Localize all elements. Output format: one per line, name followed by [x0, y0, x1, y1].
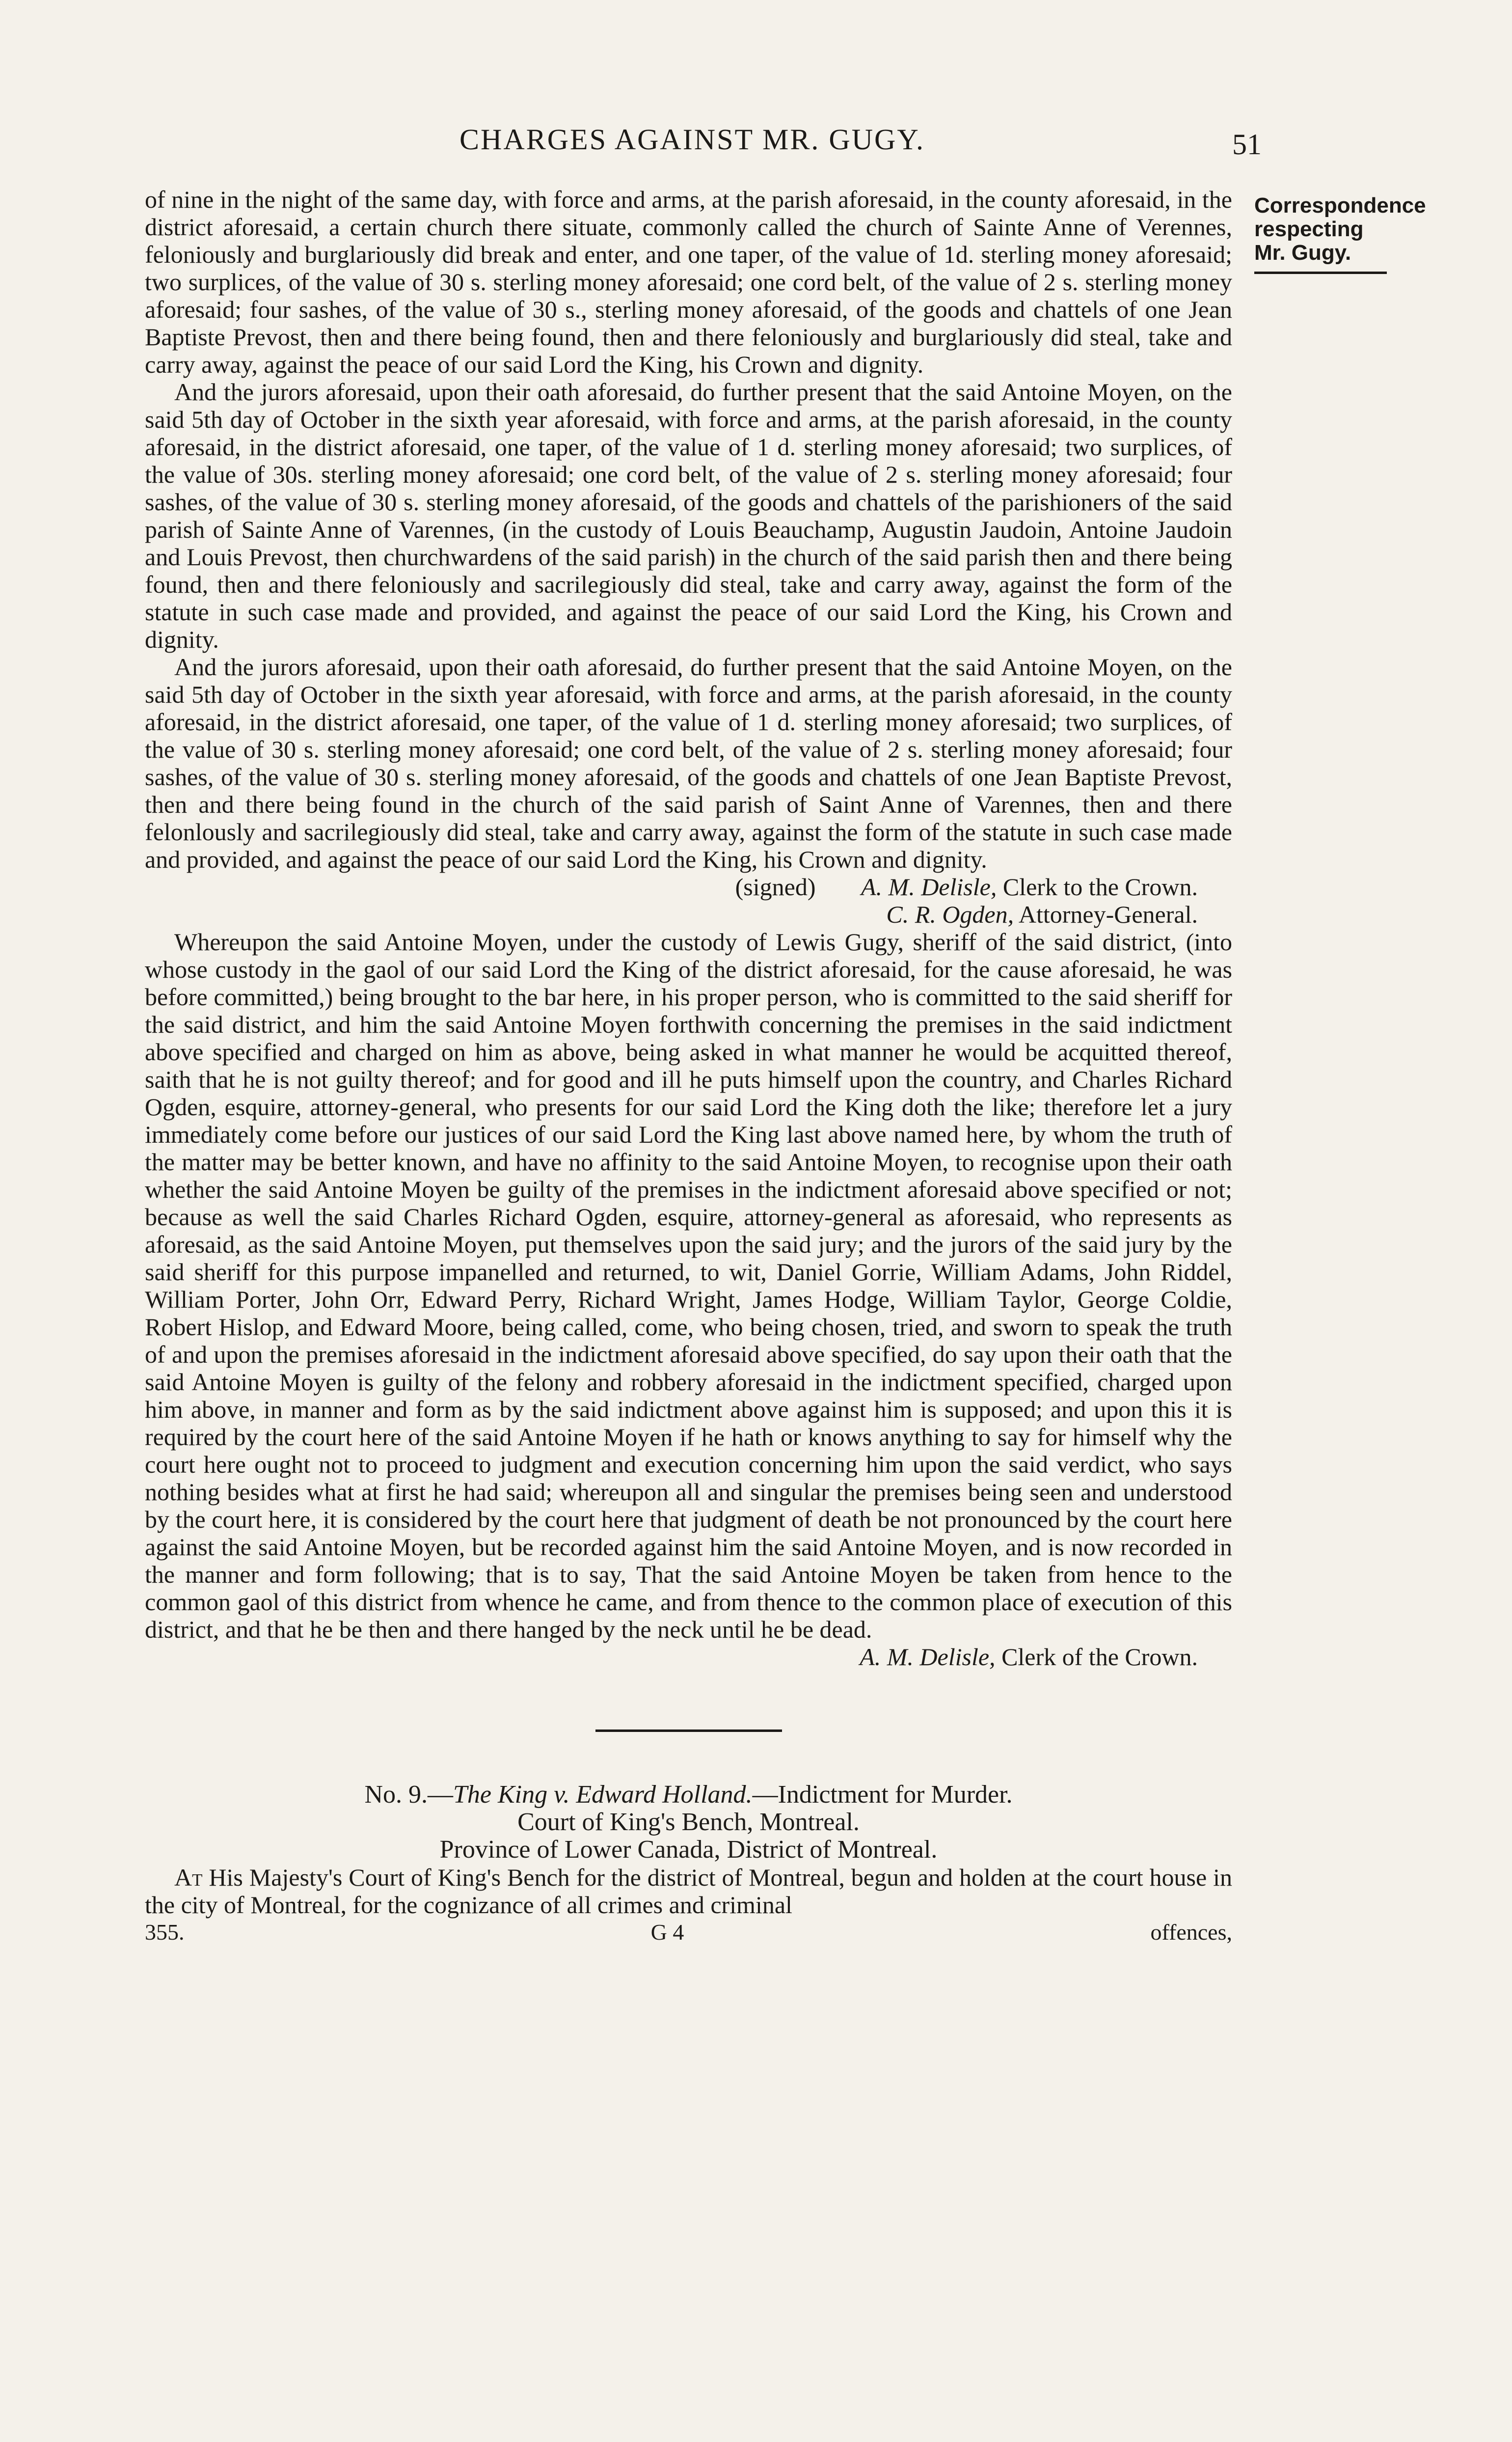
- section-divider: [595, 1729, 782, 1732]
- signature-name: A. M. Delisle,: [860, 1643, 996, 1671]
- margin-rule: [1254, 272, 1387, 274]
- paragraph: [145, 1864, 1232, 1919]
- paragraph: Whereupon the said Antoine Moyen, under the custody of Lewis Gugy, sheriff of the said district, (into whose custody in the gaol of our said Lord the King of the district aforesaid, for the cause aforesaid, he was before committed,) being brought to the bar here, in his proper person, who is committed to the said sheriff for the said district, and him the said Antoine Moyen forthwith concerning the premises in the said indictment above specified and charged on him as above, being asked in what manner he would be acquitted thereof, saith that he is not guilty thereof; and for good and ill he puts himself upon the country, and Charles Richard Ogden, esquire, attorney-general, who presents for our said Lord the King doth the like; therefore let a jury immediately come before our justices of our said Lord the King last above named here, by whom the truth of the matter may be better known, and have no affinity to the said Antoine Moyen, to recognise upon their oath whether the said Antoine Moyen be guilty of the premises in the indictment aforesaid above specified or not; because as well the said Charles Richard Ogden, esquire, attorney-general as aforesaid, who represents as aforesaid, as the said Antoine Moyen, put themselves upon the said jury; and the jurors of the said jury by the said sheriff for this purpose impanelled and returned, to wit, Daniel Gorrie, William Adams, John Riddel, William Porter, John Orr, Edward Perry, Richard Wright, James Hodge, William Taylor, George Coldie, Robert Hislop, and Edward Moore, being called, come, who being chosen, tried, and sworn to speak the truth of and upon the premises aforesaid in the indictment aforesaid above specified, do say upon their oath that the said Antoine Moyen is guilty of the felony and robbery aforesaid in the indictment specified, charged upon him above, in manner and form as by the said indictment above against him is supposed; and upon this it is required by the court here of the said Antoine Moyen if he hath or knows anything to say for himself why the court here ought not to proceed to judgment and execution concerning him upon the said verdict, who says nothing besides what at first he had said; whereupon all and singular the premises being seen and understood by the court here, it is considered by the court here that judgment of death be not pronounced by the court here against the said Antoine Moyen, but be recorded against him the said Antoine Moyen, and is now recorded in the manner and form following; that is to say, That the said Antoine Moyen be taken from hence to the common gaol of this district from whence he came, and from thence to the common place of execution of this district, and that he be then and there hanged by the neck until he be dead.: [145, 928, 1232, 1643]
- court-heading: Court of King's Bench, Montreal.: [517, 1808, 860, 1836]
- signature-mark: G 4: [650, 1920, 684, 1945]
- body-text: [145, 186, 1232, 1946]
- signed-label: (signed): [735, 873, 816, 901]
- opening-word: At: [174, 1864, 203, 1891]
- opening-text: His Majesty's Court of King's Bench for the district of Montreal, begun and holden at the court house in the city of Montreal, for the cognizance of all crimes and criminal: [145, 1864, 1233, 1919]
- case-suffix: —Indictment for Murder.: [752, 1781, 1013, 1809]
- signature-line: [145, 1643, 1198, 1671]
- signature-line: [145, 901, 1198, 928]
- signature-title: Clerk of the Crown.: [1001, 1643, 1198, 1671]
- signature-name: A. M. Delisle,: [861, 873, 997, 901]
- page-header: [152, 123, 1262, 167]
- signature-title: Clerk to the Crown.: [1002, 873, 1198, 901]
- page-number: 51: [1232, 128, 1262, 161]
- signature-title: Attorney-General.: [1018, 901, 1198, 928]
- signature-line: [145, 873, 1198, 901]
- signature-name: C. R. Ogden,: [886, 901, 1014, 928]
- paragraph: And the jurors aforesaid, upon their oath aforesaid, do further present that the said Antoine Moyen, on the said 5th day of October in the sixth year aforesaid, with force and arms, at the parish aforesaid, in the county aforesaid, in the district aforesaid, one taper, of the value of 1 d. sterling money aforesaid; two surplices, of the value of 30s. sterling money aforesaid; one cord belt, of the value of 2 s. sterling money aforesaid; four sashes, of the value of 30 s. sterling money aforesaid, of the goods and chattels of the parishioners of the said parish of Sainte Anne of Varennes, (in the custody of Louis Beauchamp, Augustin Jaudoin, Antoine Jaudoin and Louis Prevost, then churchwardens of the said parish) in the church of the said parish then and there being found, then and there feloniously and sacrilegiously did steal, take and carry away, against the form of the statute in such case made and provided, and against the peace of our said Lord the King, his Crown and dignity.: [145, 378, 1232, 653]
- margin-note: [1254, 194, 1460, 274]
- footer-left: 355.: [145, 1920, 185, 1945]
- margin-note-line: Correspondence: [1254, 193, 1426, 218]
- section-number: No. 9.—: [364, 1781, 453, 1809]
- page-footer: [145, 1919, 1232, 1946]
- section-heading: [145, 1781, 1232, 1809]
- paragraph: And the jurors aforesaid, upon their oath aforesaid, do further present that the said Antoine Moyen, on the said 5th day of October in the sixth year aforesaid, with force and arms, at the parish aforesaid, in the county aforesaid, in the district aforesaid, one taper, of the value of 1 d. sterling money aforesaid; two surplices, of the value of 30 s. sterling money aforesaid; one cord belt, of the value of 2 s. sterling money aforesaid; four sashes, of the value of 30 s. sterling money aforesaid, of the goods and chattels of one Jean Baptiste Prevost, then and there being found in the church of the said parish of Saint Anne of Varennes, then and there felonlously and sacrilegiously did steal, take and carry away, against the form of the statute in such case made and provided, and against the peace of our said Lord the King, his Crown and dignity.: [145, 653, 1232, 873]
- margin-note-line: Mr. Gugy.: [1254, 241, 1351, 265]
- margin-note-line: respecting: [1254, 217, 1364, 241]
- footer-right: offences,: [1150, 1920, 1232, 1945]
- province-heading: Province of Lower Canada, District of Montreal.: [439, 1836, 938, 1864]
- running-title: CHARGES AGAINST MR. GUGY.: [459, 123, 925, 156]
- case-title: The King v. Edward Holland.: [453, 1781, 753, 1809]
- paragraph: of nine in the night of the same day, with force and arms, at the parish aforesaid, in the county aforesaid, in the district aforesaid, a certain church there situate, commonly called the church of Sainte Anne of Verennes, feloniously and burglariously did break and enter, and one taper, of the value of 1d. sterling money aforesaid; two surplices, of the value of 30 s. sterling money aforesaid; one cord belt, of the value of 2 s. sterling money aforesaid; four sashes, of the value of 30 s., sterling money aforesaid, of the goods and chattels of one Jean Baptiste Prevost, then and there being found, then and there feloniously and burglariously did steal, take and carry away, against the peace of our said Lord the King, his Crown and dignity.: [145, 186, 1232, 378]
